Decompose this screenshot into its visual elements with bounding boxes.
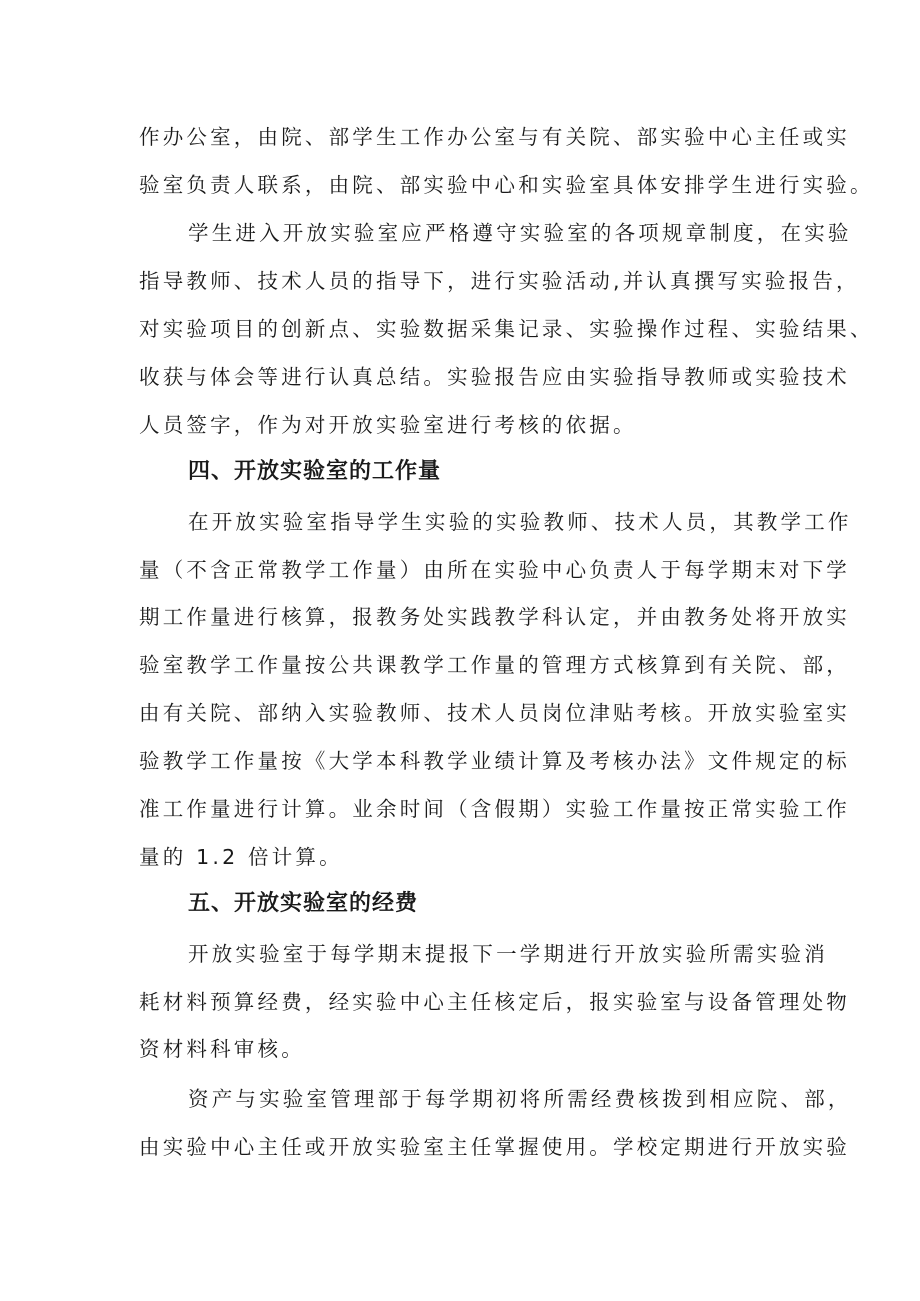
paragraph-line: 准工作量进行计算。业余时间（含假期）实验工作量按正常实验工作 xyxy=(139,797,850,821)
paragraph-line: 量的 1.2 倍计算。 xyxy=(139,845,343,869)
paragraph-line: 指导教师、技术人员的指导下，进行实验活动,并认真撰写实验报告， xyxy=(139,269,860,293)
paragraph-line: 验室负责人联系，由院、部实验中心和实验室具体安排学生进行实验。 xyxy=(139,173,874,197)
paragraph-line: 期工作量进行核算，报教务处实践教学科认定，并由教务处将开放实 xyxy=(139,605,850,629)
paragraph-line: 资材料科审核。 xyxy=(139,1037,305,1061)
paragraph-line: 由实验中心主任或开放实验室主任掌握使用。学校定期进行开放实验 xyxy=(139,1135,850,1159)
paragraph-line: 耗材料预算经费，经实验中心主任核定后，报实验室与设备管理处物 xyxy=(139,990,850,1014)
paragraph-line: 验教学工作量按《大学本科教学业绩计算及考核办法》文件规定的标 xyxy=(139,749,850,773)
paragraph-line: 人员签字，作为对开放实验室进行考核的依据。 xyxy=(139,413,637,437)
paragraph-line: 验室教学工作量按公共课教学工作量的管理方式核算到有关院、部， xyxy=(139,653,850,677)
paragraph-line: 学生进入开放实验室应严格遵守实验室的各项规章制度，在实验 xyxy=(188,221,852,245)
paragraph-line: 资产与实验室管理部于每学期初将所需经费核拨到相应院、部， xyxy=(188,1087,852,1111)
paragraph-line: 对实验项目的创新点、实验数据采集记录、实验操作过程、实验结果、 xyxy=(139,317,874,341)
paragraph-line: 收获与体会等进行认真总结。实验报告应由实验指导教师或实验技术 xyxy=(139,365,850,389)
section-heading: 五、开放实验室的经费 xyxy=(188,891,419,916)
paragraph-line: 开放实验室于每学期末提报下一学期进行开放实验所需实验消 xyxy=(188,942,828,966)
paragraph-line: 由有关院、部纳入实验教师、技术人员岗位津贴考核。开放实验室实 xyxy=(139,701,850,725)
section-heading: 四、开放实验室的工作量 xyxy=(188,459,442,484)
paragraph-line: 量（不含正常教学工作量）由所在实验中心负责人于每学期末对下学 xyxy=(139,558,850,582)
paragraph-line: 在开放实验室指导学生实验的实验教师、技术人员，其教学工作 xyxy=(188,510,852,534)
paragraph-line: 作办公室，由院、部学生工作办公室与有关院、部实验中心主任或实 xyxy=(139,125,850,149)
